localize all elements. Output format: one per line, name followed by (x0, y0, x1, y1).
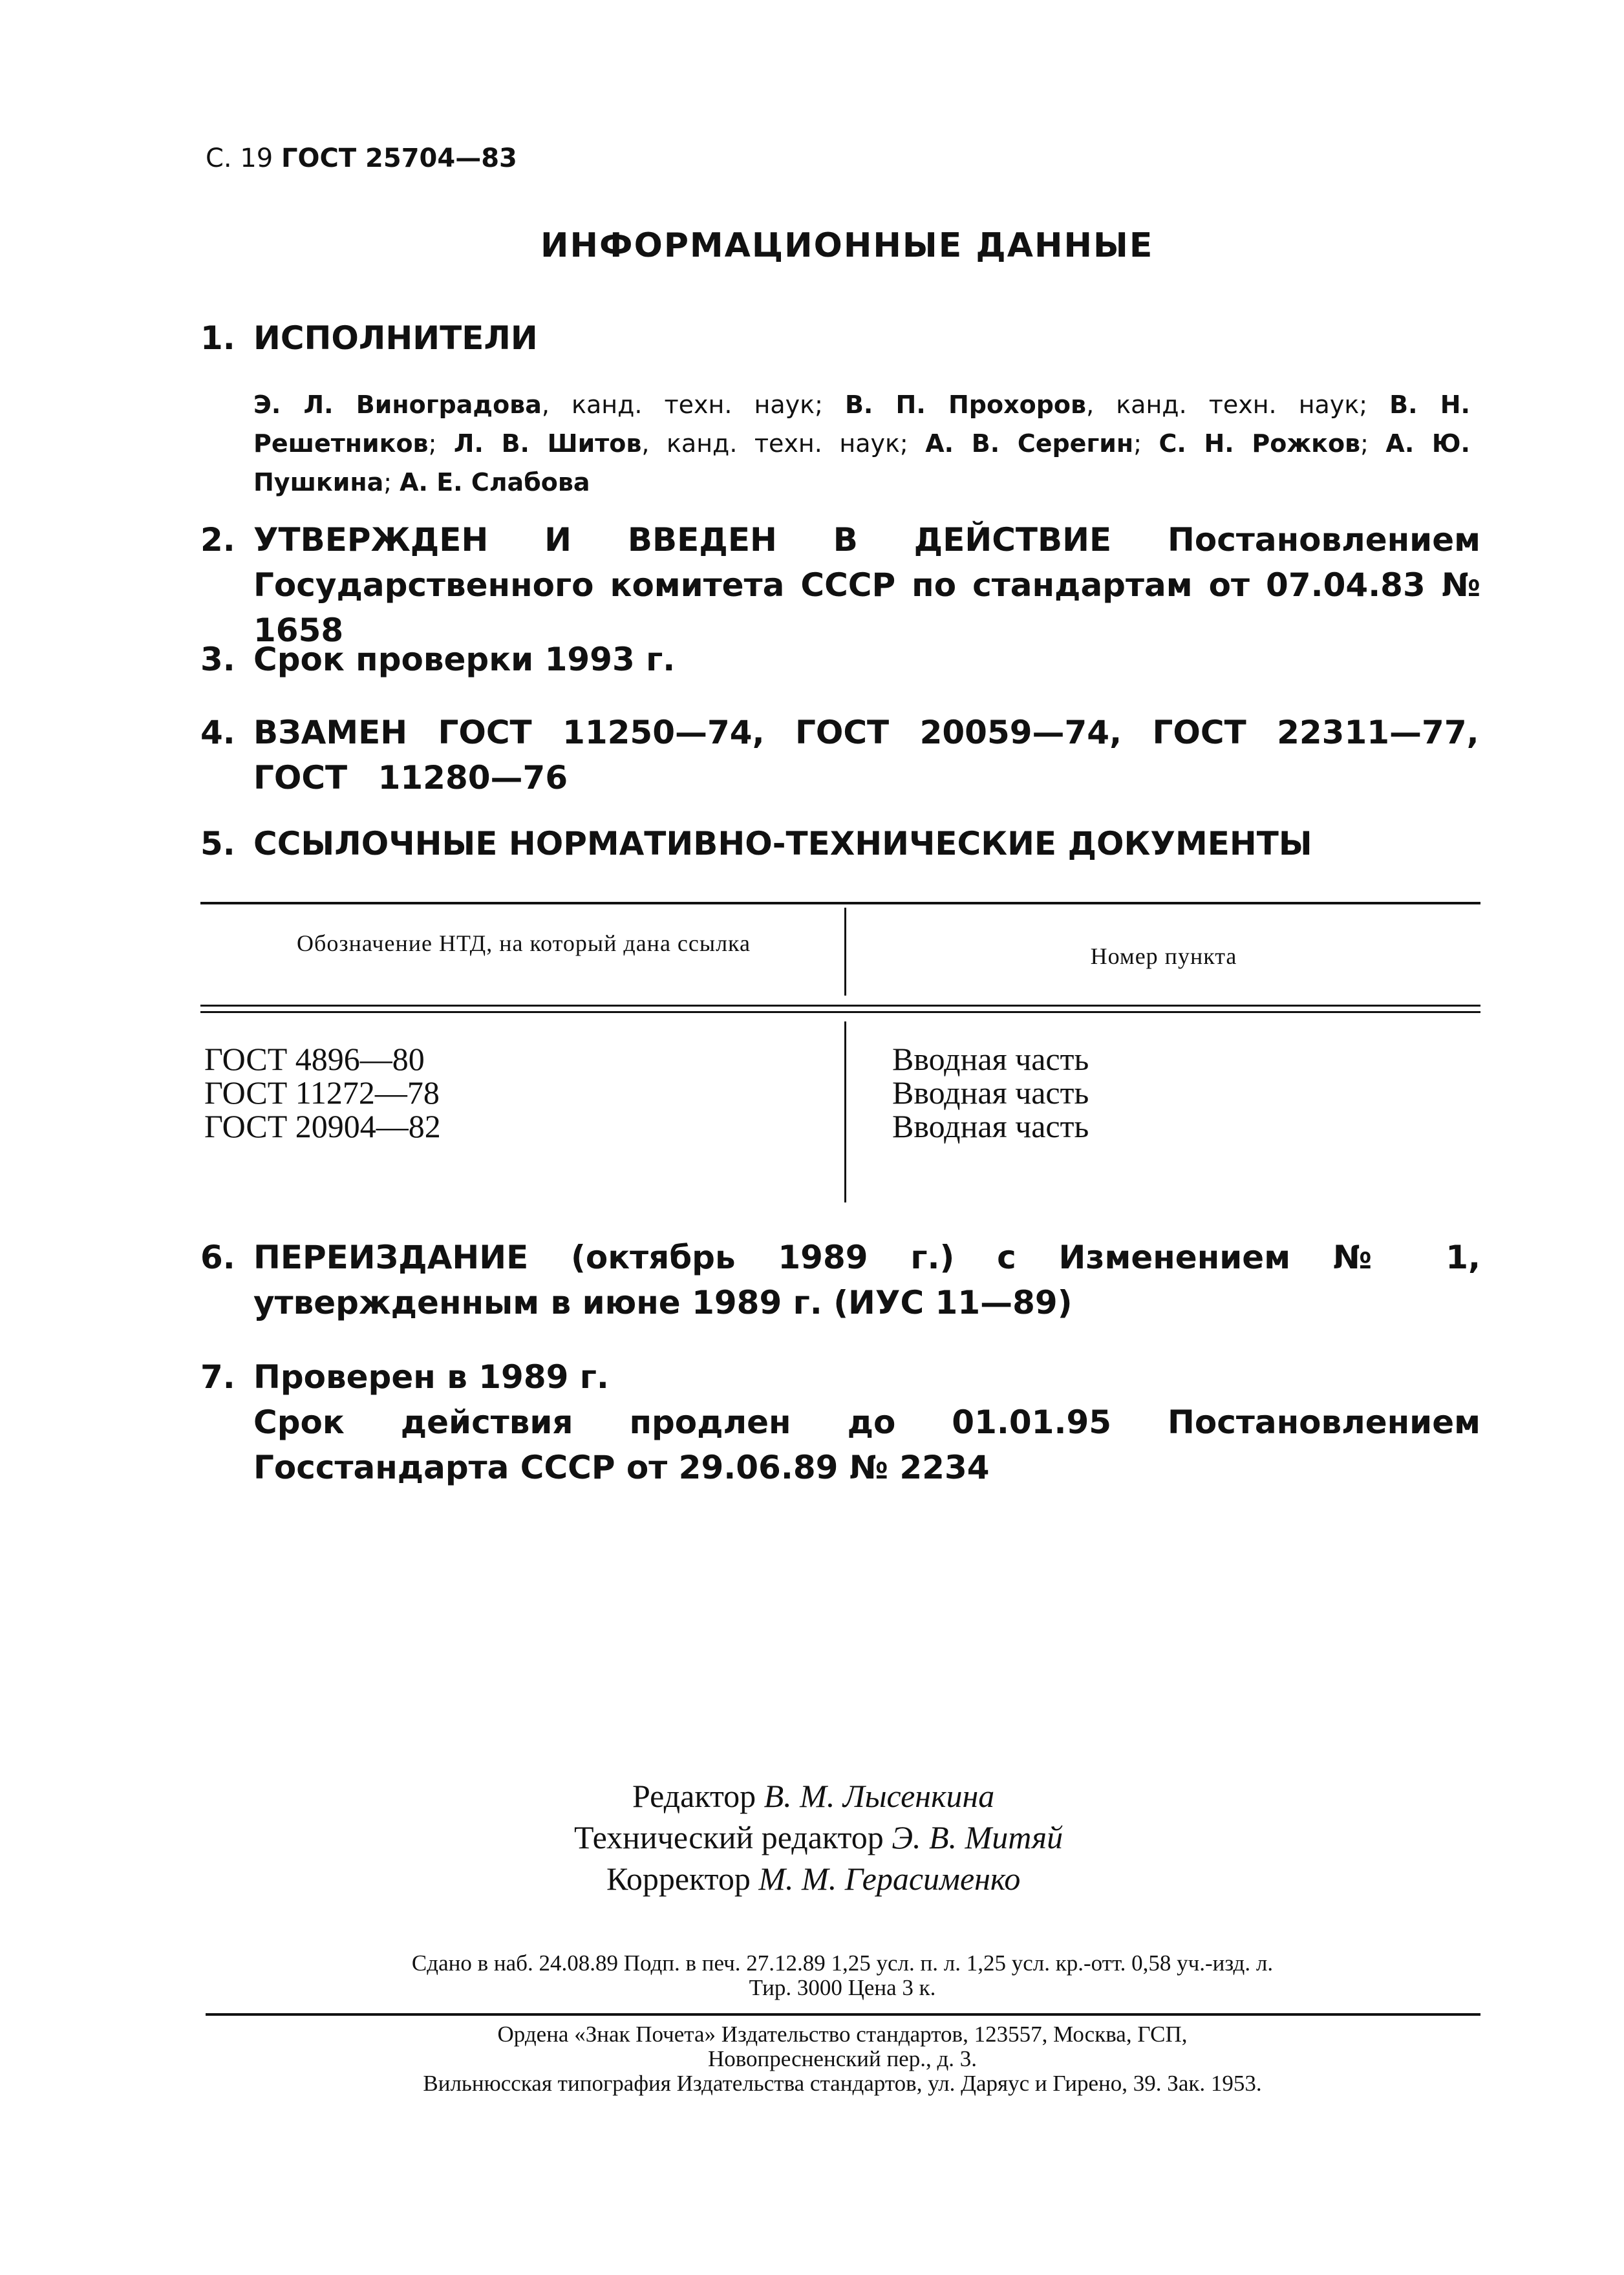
header-rule-bottom (200, 1011, 1480, 1013)
imprint-publisher: Ордена «Знак Почета» Издательство стандартов, 123557, Москва, ГСП, (497, 2022, 1188, 2047)
table-top-rule (200, 902, 1480, 904)
performer-name: А. Ю. Пушкина (253, 429, 1470, 497)
performer-degree: ; (1133, 429, 1159, 458)
performer-degree: ; (1360, 429, 1386, 458)
section-text: ВЗАМЕН ГОСТ 11250—74, ГОСТ 20059—74, ГОСТ 22311—77, ГОСТ 11280—76 (253, 714, 1479, 796)
verification-line: Проверен в 1989 г. (253, 1358, 609, 1396)
performer-name: В. Н. Решетников (253, 390, 1470, 458)
table-cell: ГОСТ 4896—80 (204, 1041, 425, 1077)
credit-name: М. М. Герасименко (758, 1861, 1021, 1897)
performer-name: А. В. Серегин (925, 429, 1134, 458)
designation-column (204, 1042, 441, 1143)
performer-degree: ; (383, 468, 400, 497)
performer-degree: ; (428, 429, 454, 458)
page-header (206, 144, 517, 173)
section-text: Срок проверки 1993 г. (253, 641, 676, 678)
performer-name: Л. В. Шитов (453, 429, 642, 458)
imprint-rule (206, 2013, 1480, 2016)
section-number: 2. (200, 521, 235, 559)
section-text (253, 1354, 1480, 1490)
credit-name: Э. В. Митяй (892, 1819, 1063, 1855)
imprint-printing: Сдано в наб. 24.08.89 Подп. в печ. 27.12.89 1,25 усл. п. л. 1,25 усл. кр.-отт. 0,58 уч.-изд. л. (411, 1950, 1274, 1976)
section-number: 3. (200, 641, 235, 678)
section-number: 6. (200, 1239, 235, 1276)
section-text: УТВЕРЖДЕН И ВВЕДЕН В ДЕЙСТВИЕ Постановлением Государственного комитета СССР по стандартам от 07.04.83 № 1658 (253, 521, 1480, 649)
credit-editor (517, 1775, 1164, 1817)
table-cell: Вводная часть (892, 1041, 1089, 1077)
editorial-credits (517, 1775, 1164, 1899)
performer-name: А. Е. Слабова (400, 468, 590, 497)
column-header-designation: Обозначение НТД, на который дана ссылка (297, 930, 751, 956)
standard-designation: ГОСТ 25704—83 (281, 144, 517, 173)
clause-column (892, 1042, 1089, 1143)
page-number: С. 19 (206, 144, 273, 173)
table-cell: Вводная часть (892, 1108, 1089, 1144)
credit-role: Редактор (632, 1778, 756, 1814)
section-7 (200, 1354, 1480, 1490)
performer-degree: , канд. техн. наук; (641, 429, 926, 458)
credit-proofreader (517, 1858, 1164, 1899)
table-cell: Вводная часть (892, 1074, 1089, 1111)
section-text: ПЕРЕИЗДАНИЕ (октябрь 1989 г.) с Изменением № 1, утвержденным в июне 1989 г. (ИУС 11—89) (253, 1239, 1480, 1321)
credit-name: В. М. Лысенкина (764, 1778, 995, 1814)
header-rule-top (200, 1005, 1480, 1007)
credit-role: Технический редактор (574, 1819, 884, 1855)
performer-degree: , канд. техн. наук; (1086, 390, 1390, 419)
credit-technical-editor (517, 1817, 1164, 1858)
section-number: 7. (200, 1358, 235, 1396)
performers-list (253, 385, 1470, 502)
section-6 (200, 1235, 1480, 1325)
section-number: 1. (200, 319, 235, 357)
imprint-address: Новопресненский пер., д. 3. (707, 2046, 978, 2071)
section-2 (200, 517, 1480, 653)
table-cell: ГОСТ 11272—78 (204, 1074, 440, 1111)
validity-extension: Срок действия продлен до 01.01.95 Постановлением Госстандарта СССР от 29.06.89 № 2234 (253, 1404, 1480, 1486)
section-4 (200, 710, 1480, 800)
section-1 (200, 315, 1480, 361)
column-divider (844, 908, 846, 996)
column-header-clause: Номер пункта (1090, 943, 1237, 969)
imprint-circulation: Тир. 3000 Цена 3 к. (749, 1975, 936, 2000)
performer-name: Э. Л. Виноградова (253, 390, 542, 419)
section-number: 5. (200, 825, 235, 862)
page-title: ИНФОРМАЦИОННЫЕ ДАННЫЕ (540, 226, 1154, 265)
performer-name: В. П. Прохоров (844, 390, 1087, 419)
performer-degree: , канд. техн. наук; (541, 390, 845, 419)
section-5 (200, 821, 1480, 866)
section-heading: ИСПОЛНИТЕЛИ (253, 319, 538, 357)
section-heading: ССЫЛОЧНЫЕ НОРМАТИВНО-ТЕХНИЧЕСКИЕ ДОКУМЕНТЫ (253, 825, 1312, 862)
section-3 (200, 637, 1480, 682)
credit-role: Корректор (606, 1861, 751, 1897)
performer-name: С. Н. Рожков (1159, 429, 1361, 458)
column-divider (844, 1021, 846, 1202)
imprint-printer: Вильнюсская типография Издательства стандартов, ул. Даряус и Гирено, 39. Зак. 1953. (423, 2071, 1262, 2096)
table-cell: ГОСТ 20904—82 (204, 1108, 441, 1144)
section-number: 4. (200, 714, 235, 751)
